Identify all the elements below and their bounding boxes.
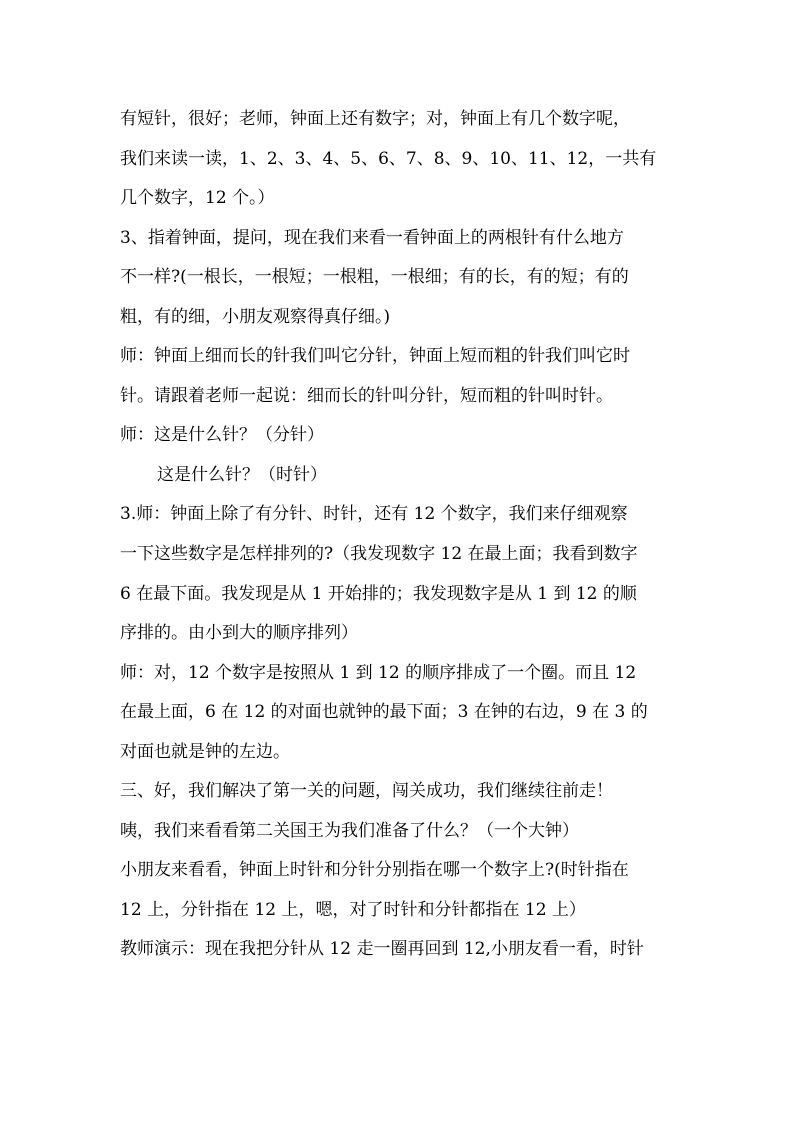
text-line: 序排的。由小到大的顺序排列） <box>120 623 358 644</box>
text-line: 6 在最下面。我发现是从 1 开始排的；我发现数字是从 1 到 12 的顺 <box>120 583 637 604</box>
text-line: 在最上面，6 在 12 的对面也就钟的最下面；3 在钟的右边，9 在 3 的 <box>120 702 648 723</box>
document-body <box>120 100 680 970</box>
text-line: 3、指着钟面，提问，现在我们来看一看钟面上的两根针有什么地方 <box>120 227 624 248</box>
text-line: 粗，有的细，小朋友观察得真仔细。) <box>120 306 391 327</box>
text-line: 对面也就是钟的左边。 <box>120 741 290 762</box>
text-line: 师：对，12 个数字是按照从 1 到 12 的顺序排成了一个圈。而且 12 <box>120 662 637 683</box>
text-line: 三、好，我们解决了第一关的问题，闯关成功，我们继续往前走！ <box>120 781 613 802</box>
text-line: 师：钟面上细而长的针我们叫它分针，钟面上短而粗的针我们叫它时 <box>120 346 630 367</box>
text-line: 师：这是什么针？（分针） <box>120 425 324 446</box>
text-line: 12 上，分针指在 12 上，嗯，对了时针和分针都指在 12 上） <box>120 899 586 920</box>
text-line-indented: 这是什么针？（时针） <box>157 464 327 485</box>
text-line: 咦，我们来看看第二关国王为我们准备了什么？（一个大钟） <box>120 820 579 841</box>
text-line: 几个数字，12 个。） <box>120 188 275 209</box>
text-line: 我们来读一读，1、2、3、4、5、6、7、8、9、10、11、12，一共有 <box>120 148 657 169</box>
text-line: 一下这些数字是怎样排列的?（我发现数字 12 在最上面；我看到数字 <box>120 544 638 565</box>
text-line: 教师演示：现在我把分针从 12 走一圈再回到 12,小朋友看一看，时针 <box>120 939 644 960</box>
text-line: 小朋友来看看，钟面上时针和分针分别指在哪一个数字上?(时针指在 <box>120 860 629 881</box>
text-line: 不一样?(一根长，一根短；一根粗，一根细；有的长，有的短；有的 <box>120 267 629 288</box>
text-line: 3.师：钟面上除了有分针、时针，还有 12 个数字，我们来仔细观察 <box>120 504 628 525</box>
text-line: 针。请跟着老师一起说：细而长的针叫分针，短而粗的针叫时针。 <box>120 385 613 406</box>
text-line: 有短针，很好；老师，钟面上还有数字；对，钟面上有几个数字呢， <box>120 109 630 129</box>
